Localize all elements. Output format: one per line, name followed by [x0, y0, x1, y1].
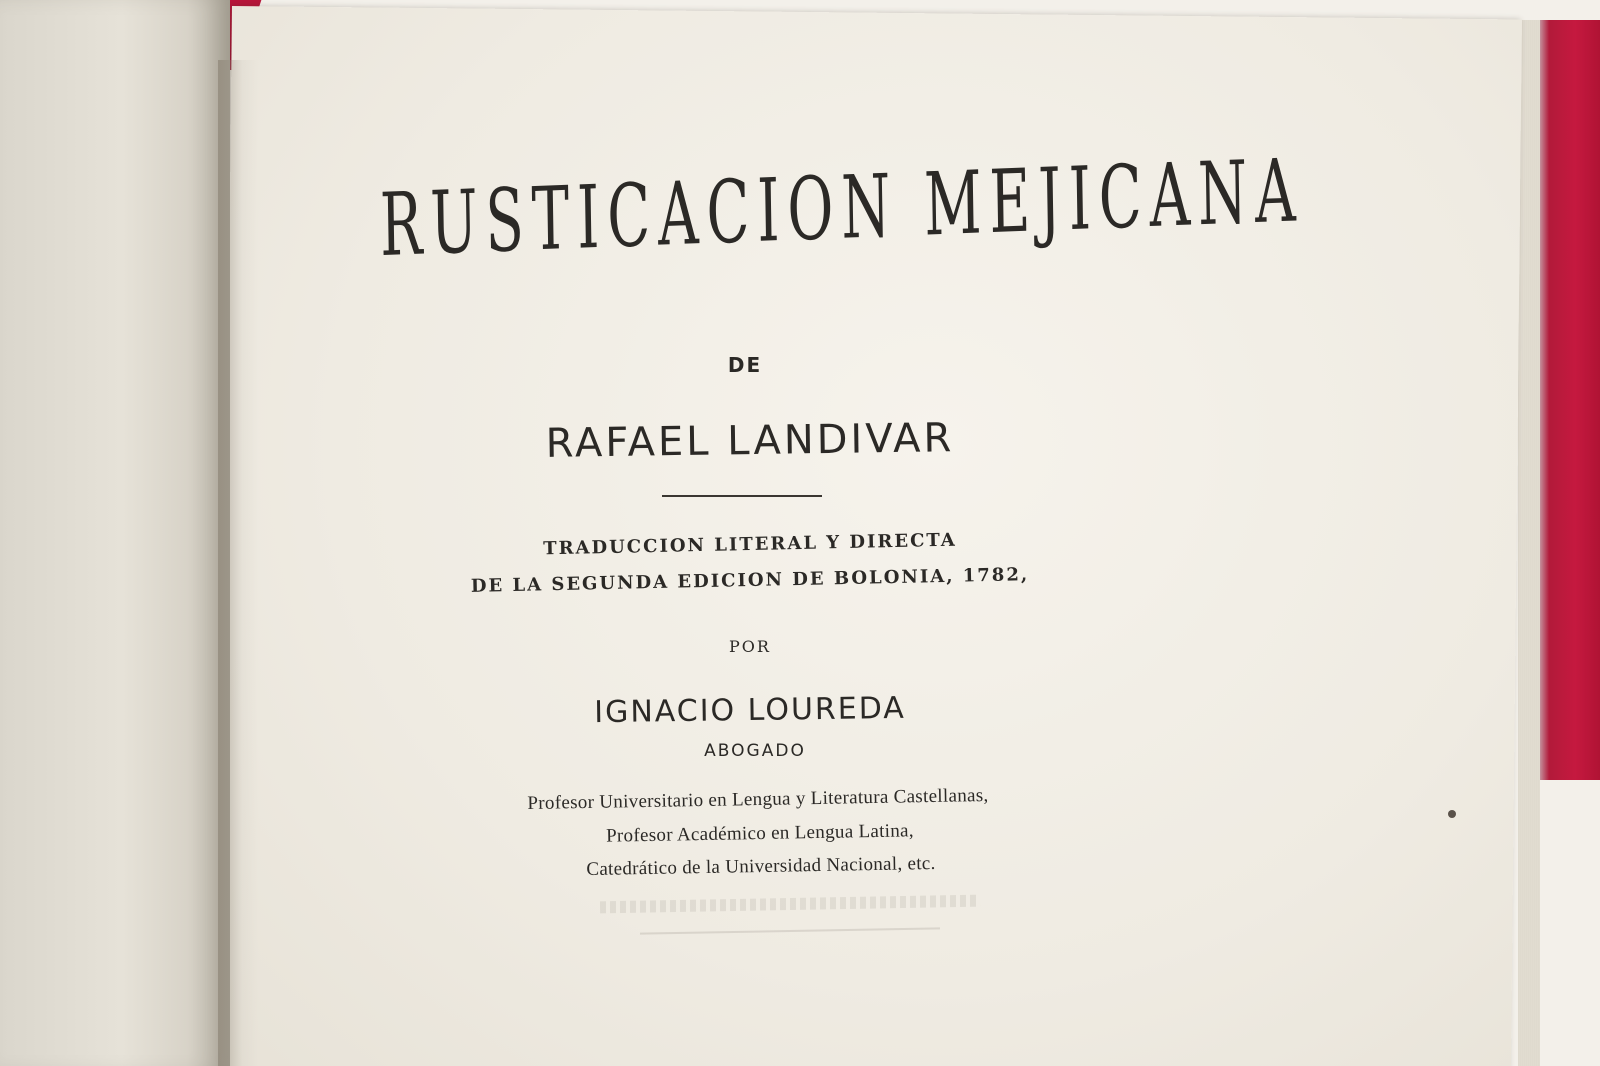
- credential-line-3: Catedrático de la Universidad Nacional, etc.: [586, 852, 936, 881]
- author-name: RAFAEL LANDIVAR: [545, 415, 955, 467]
- translator-title: ABOGADO: [704, 741, 806, 761]
- page-edges: [1518, 20, 1540, 1066]
- translation-note-line-2: DE LA SEGUNDA EDICION DE BOLONIA, 1782,: [470, 564, 1030, 597]
- por-label: POR: [729, 637, 771, 656]
- book-title: RUSTICACION MEJICANA: [379, 141, 1305, 277]
- translation-note-line-1: TRADUCCION LITERAL Y DIRECTA: [542, 529, 958, 560]
- book-cover-edge: [1538, 20, 1600, 780]
- paper-speck: [1448, 810, 1456, 818]
- left-page: [0, 0, 230, 1066]
- divider-rule: [662, 495, 822, 497]
- translator-name: IGNACIO LOUREDA: [593, 690, 907, 731]
- credential-line-1: Profesor Universitario en Lengua y Literatura Castellanas,: [527, 784, 989, 815]
- credential-line-2: Profesor Académico en Lengua Latina,: [605, 820, 915, 847]
- book-gutter: [218, 60, 258, 1066]
- de-label: DE: [727, 353, 763, 377]
